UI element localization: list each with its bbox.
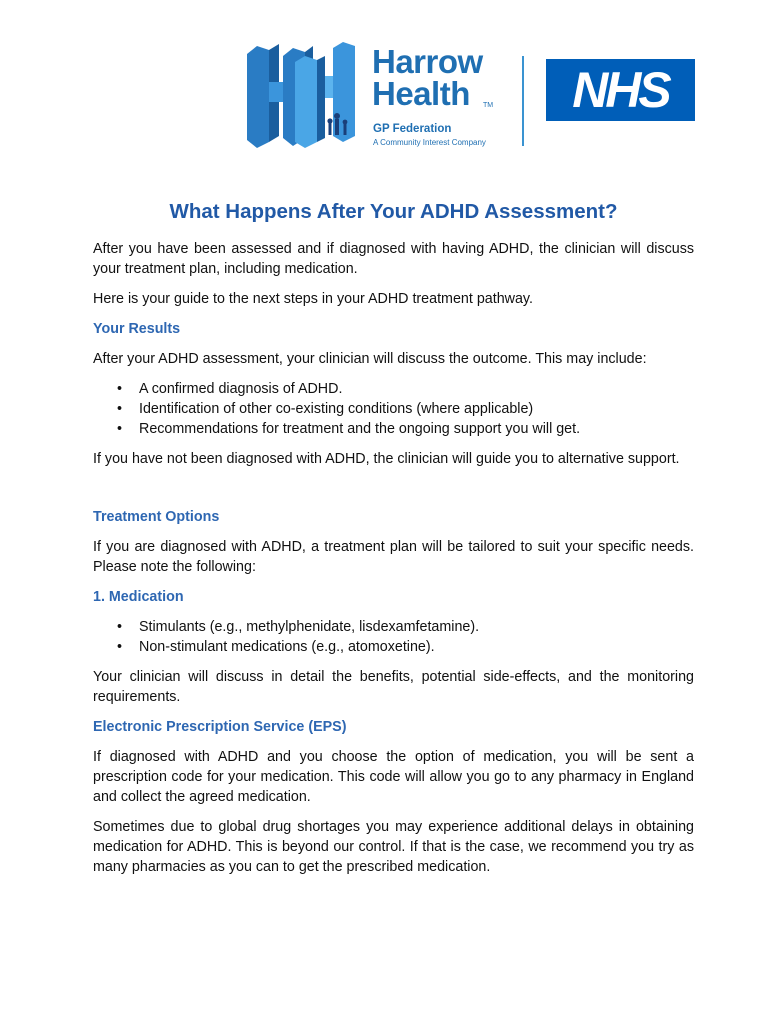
brand-name-line1: Harrow: [372, 43, 483, 80]
bullet-icon: •: [117, 619, 123, 635]
gp-federation-label: GP Federation: [373, 123, 452, 135]
results-heading: Your Results: [93, 321, 181, 337]
medication-heading: 1. Medication: [93, 589, 184, 605]
harrow-health-logo-icon: [247, 42, 355, 148]
trademark-mark: TM: [483, 102, 494, 109]
bullet-icon: •: [117, 421, 123, 437]
bullet-icon: •: [117, 639, 123, 655]
list-item: • Identification of other co-existing conditions (where applicable): [117, 401, 534, 417]
document-body: [93, 197, 694, 887]
section-spacer: [93, 479, 694, 507]
harrow-health-wordmark: [372, 43, 522, 147]
nhs-logo: NHS: [546, 59, 695, 121]
list-item: • Recommendations for treatment and the ongoing support you will get.: [117, 421, 581, 437]
list-item: • A confirmed diagnosis of ADHD.: [117, 381, 343, 397]
bullet-icon: •: [117, 381, 123, 397]
results-note: If you have not been diagnosed with ADHD, the clinician will guide you to alternative support.: [93, 451, 680, 467]
logo-divider: [522, 56, 524, 146]
treatment-heading: Treatment Options: [93, 509, 220, 525]
header-logos: [247, 42, 697, 148]
eps-paragraph-1: If diagnosed with ADHD and you choose the option of medication, you will be sent a prescription code for your medication. This code will allow you go to any pharmacy in England and collect the agreed medication.: [93, 749, 694, 805]
page-title: What Happens After Your ADHD Assessment?: [169, 200, 618, 223]
eps-heading: Electronic Prescription Service (EPS): [93, 719, 347, 735]
intro-paragraph-1: After you have been assessed and if diagnosed with having ADHD, the clinician will discuss your treatment plan, including medication.: [93, 241, 694, 277]
medication-list: [93, 617, 694, 657]
bullet-icon: •: [117, 401, 123, 417]
treatment-lead: If you are diagnosed with ADHD, a treatment plan will be tailored to suit your specific needs. Please note the following:: [93, 539, 694, 575]
list-item: • Stimulants (e.g., methylphenidate, lisdexamfetamine).: [117, 619, 480, 635]
eps-paragraph-2: Sometimes due to global drug shortages you may experience additional delays in obtaining medication for ADHD. This is beyond our control. If that is the case, we recommend you try as many pharmacies as you can to get the prescribed medication.: [93, 819, 694, 875]
cic-label: A Community Interest Company: [373, 138, 486, 147]
intro-paragraph-2: Here is your guide to the next steps in your ADHD treatment pathway.: [93, 291, 533, 307]
results-list: [93, 379, 694, 439]
brand-name-line2: Health: [372, 75, 470, 112]
results-lead: After your ADHD assessment, your clinician will discuss the outcome. This may include:: [93, 351, 647, 367]
list-item: • Non-stimulant medications (e.g., atomoxetine).: [117, 639, 435, 655]
medication-note: Your clinician will discuss in detail the benefits, potential side-effects, and the monitoring requirements.: [93, 669, 694, 705]
